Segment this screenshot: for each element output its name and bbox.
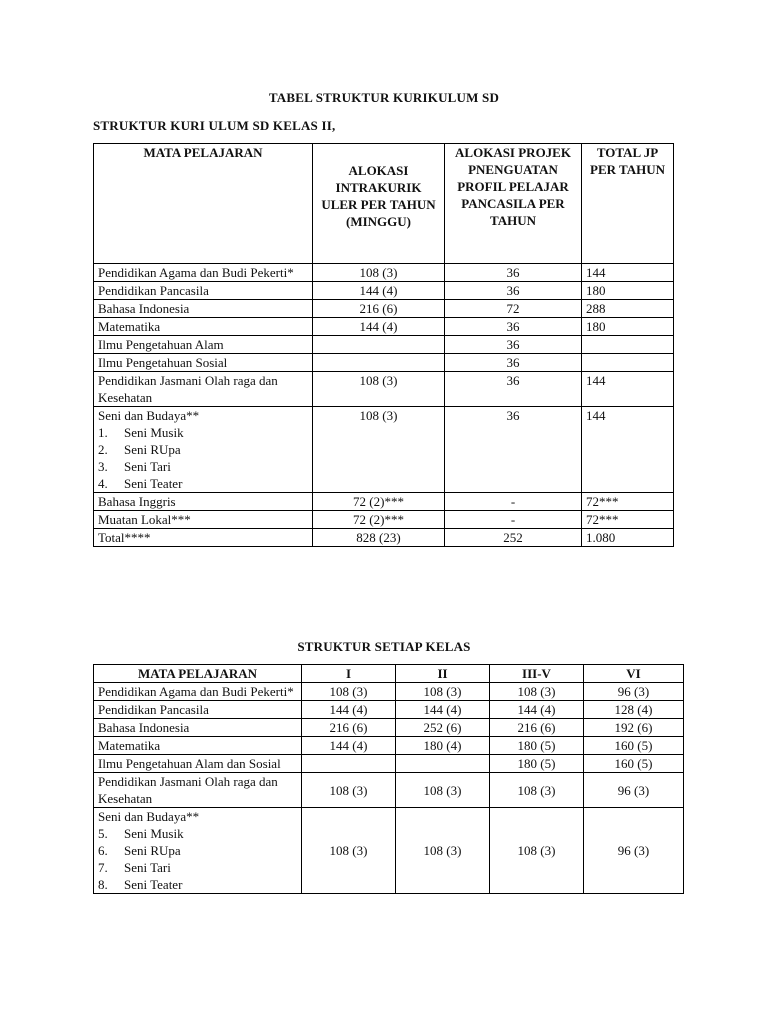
table-row <box>94 701 684 719</box>
table-row <box>94 318 674 336</box>
cell-kelas-value: 144 (4) <box>396 701 490 719</box>
cell-mata-pelajaran <box>94 493 313 511</box>
page-title: TABEL STRUKTUR KURIKULUM SD <box>268 90 500 105</box>
cell-kelas-value: 144 (4) <box>302 701 396 719</box>
cell-kelas-value: 180 (4) <box>396 737 490 755</box>
list-item-number: 6. <box>98 843 108 858</box>
cell-mata-pelajaran <box>94 372 313 407</box>
table2-header-cell: VI <box>584 665 684 683</box>
table-row <box>94 529 674 547</box>
cell-mata-pelajaran <box>94 683 302 701</box>
cell-projek: 36 <box>445 354 582 372</box>
cell-total-jp: 1.080 <box>582 529 674 547</box>
table-row <box>94 336 674 354</box>
mapel-label: Pendidikan Agama dan Budi Pekerti* <box>98 265 294 280</box>
cell-kelas-value: 108 (3) <box>396 683 490 701</box>
cell-projek: 36 <box>445 372 582 407</box>
table2-header-cell: MATA PELAJARAN <box>94 665 302 683</box>
list-item <box>98 475 308 492</box>
cell-intrakurikuler: 216 (6) <box>313 300 445 318</box>
list-item <box>98 859 297 876</box>
cell-projek: - <box>445 511 582 529</box>
cell-intrakurikuler: 144 (4) <box>313 282 445 300</box>
cell-intrakurikuler: 72 (2)*** <box>313 493 445 511</box>
list-item-number: 7. <box>98 860 108 875</box>
mapel-label: Ilmu Pengetahuan Sosial <box>98 355 228 370</box>
list-item <box>98 441 308 458</box>
cell-mata-pelajaran <box>94 264 313 282</box>
list-item <box>98 842 297 859</box>
cell-mata-pelajaran <box>94 737 302 755</box>
cell-kelas-value: 108 (3) <box>396 808 490 894</box>
header-alokasi-projek: ALOKASI PROJEK PNENGUATAN PROFIL PELAJAR PANCASILA PER TAHUN <box>445 144 582 264</box>
cell-projek: 72 <box>445 300 582 318</box>
cell-total-jp: 180 <box>582 282 674 300</box>
cell-mata-pelajaran <box>94 354 313 372</box>
cell-kelas-value: 216 (6) <box>302 719 396 737</box>
list-item-label: Seni Tari <box>124 860 171 875</box>
table1-header-row <box>94 144 674 264</box>
list-item-label: Seni Teater <box>124 877 183 892</box>
list-item-label: Seni RUpa <box>124 442 181 457</box>
cell-total-jp: 72*** <box>582 511 674 529</box>
cell-mata-pelajaran <box>94 701 302 719</box>
mapel-label: Bahasa Inggris <box>98 494 176 509</box>
cell-mata-pelajaran <box>94 529 313 547</box>
table-row <box>94 372 674 407</box>
cell-kelas-value <box>396 755 490 773</box>
cell-total-jp: 180 <box>582 318 674 336</box>
mapel-label: Seni dan Budaya** <box>98 809 200 824</box>
cell-mata-pelajaran <box>94 719 302 737</box>
cell-total-jp: 144 <box>582 372 674 407</box>
table2-header-cell: I <box>302 665 396 683</box>
table-row <box>94 264 674 282</box>
list-item-label: Seni Teater <box>124 476 183 491</box>
list-item-number: 8. <box>98 877 108 892</box>
cell-mata-pelajaran <box>94 282 313 300</box>
cell-kelas-value: 108 (3) <box>302 683 396 701</box>
cell-kelas-value: 216 (6) <box>490 719 584 737</box>
cell-kelas-value: 252 (6) <box>396 719 490 737</box>
list-item-label: Seni RUpa <box>124 843 181 858</box>
cell-intrakurikuler <box>313 354 445 372</box>
cell-kelas-value: 108 (3) <box>396 773 490 808</box>
cell-kelas-value: 144 (4) <box>490 701 584 719</box>
mapel-label: Pendidikan Pancasila <box>98 702 209 717</box>
cell-kelas-value <box>302 755 396 773</box>
cell-mata-pelajaran <box>94 773 302 808</box>
cell-kelas-value: 128 (4) <box>584 701 684 719</box>
mapel-label: Pendidikan Agama dan Budi Pekerti* <box>98 684 294 699</box>
table-row <box>94 300 674 318</box>
table2-body <box>94 665 684 894</box>
mapel-label: Matematika <box>98 738 161 753</box>
cell-mata-pelajaran <box>94 511 313 529</box>
mapel-label: Bahasa Indonesia <box>98 301 190 316</box>
cell-mata-pelajaran <box>94 300 313 318</box>
cell-projek: 36 <box>445 336 582 354</box>
cell-kelas-value: 108 (3) <box>490 683 584 701</box>
cell-kelas-value: 96 (3) <box>584 683 684 701</box>
cell-intrakurikuler: 144 (4) <box>313 318 445 336</box>
cell-projek: 36 <box>445 282 582 300</box>
cell-intrakurikuler: 108 (3) <box>313 264 445 282</box>
section-subtitle: STRUKTUR KURI ULUM SD KELAS II, <box>93 118 336 133</box>
cell-total-jp: 72*** <box>582 493 674 511</box>
cell-kelas-value: 108 (3) <box>302 808 396 894</box>
mapel-label: Pendidikan Jasmani Olah raga dan Kesehatan <box>98 373 278 405</box>
table-row <box>94 282 674 300</box>
cell-projek: 36 <box>445 318 582 336</box>
table2-header-row <box>94 665 684 683</box>
cell-kelas-value: 180 (5) <box>490 737 584 755</box>
cell-kelas-value: 180 (5) <box>490 755 584 773</box>
mapel-label: Ilmu Pengetahuan Alam <box>98 337 224 352</box>
mapel-label: Ilmu Pengetahuan Alam dan Sosial <box>98 756 281 771</box>
cell-mata-pelajaran <box>94 318 313 336</box>
list-item-number: 5. <box>98 826 108 841</box>
list-item <box>98 424 308 441</box>
cell-intrakurikuler: 828 (23) <box>313 529 445 547</box>
list-item-label: Seni Tari <box>124 459 171 474</box>
cell-kelas-value: 160 (5) <box>584 755 684 773</box>
cell-total-jp <box>582 354 674 372</box>
cell-projek: - <box>445 493 582 511</box>
cell-intrakurikuler: 108 (3) <box>313 407 445 493</box>
table-row <box>94 683 684 701</box>
list-item-number: 3. <box>98 459 108 474</box>
curriculum-table-per-class <box>93 664 684 894</box>
cell-intrakurikuler <box>313 336 445 354</box>
list-item-label: Seni Musik <box>124 826 184 841</box>
list-item <box>98 458 308 475</box>
table-row <box>94 773 684 808</box>
cell-projek: 36 <box>445 407 582 493</box>
mapel-label: Seni dan Budaya** <box>98 408 200 423</box>
table-row <box>94 808 684 894</box>
table-row <box>94 407 674 493</box>
mapel-label: Muatan Lokal*** <box>98 512 191 527</box>
list-item-number: 4. <box>98 476 108 491</box>
cell-mata-pelajaran <box>94 808 302 894</box>
cell-total-jp: 144 <box>582 264 674 282</box>
table-row <box>94 755 684 773</box>
cell-total-jp: 144 <box>582 407 674 493</box>
cell-total-jp: 288 <box>582 300 674 318</box>
cell-kelas-value: 96 (3) <box>584 808 684 894</box>
cell-projek: 36 <box>445 264 582 282</box>
list-item-number: 1. <box>98 425 108 440</box>
mapel-label: Pendidikan Pancasila <box>98 283 209 298</box>
cell-kelas-value: 96 (3) <box>584 773 684 808</box>
cell-kelas-value: 160 (5) <box>584 737 684 755</box>
cell-mata-pelajaran <box>94 407 313 493</box>
mapel-label: Bahasa Indonesia <box>98 720 190 735</box>
table-row <box>94 493 674 511</box>
cell-kelas-value: 108 (3) <box>490 773 584 808</box>
cell-mata-pelajaran <box>94 336 313 354</box>
mapel-label: Pendidikan Jasmani Olah raga dan Kesehatan <box>98 774 278 806</box>
header-alokasi-intrakurikuler: ALOKASI INTRAKURIK ULER PER TAHUN (MINGGU) <box>313 144 445 264</box>
cell-total-jp <box>582 336 674 354</box>
list-item <box>98 825 297 842</box>
header-total-jp: TOTAL JP PER TAHUN <box>582 144 674 264</box>
list-item-label: Seni Musik <box>124 425 184 440</box>
table-row <box>94 737 684 755</box>
table1-body <box>94 144 674 547</box>
cell-kelas-value: 108 (3) <box>302 773 396 808</box>
cell-projek: 252 <box>445 529 582 547</box>
cell-kelas-value: 144 (4) <box>302 737 396 755</box>
cell-mata-pelajaran <box>94 755 302 773</box>
mapel-label: Total**** <box>98 530 151 545</box>
header-mata-pelajaran: MATA PELAJARAN <box>94 144 313 264</box>
table2-header-cell: II <box>396 665 490 683</box>
cell-intrakurikuler: 72 (2)*** <box>313 511 445 529</box>
cell-intrakurikuler: 108 (3) <box>313 372 445 407</box>
mapel-label: Matematika <box>98 319 161 334</box>
table-row <box>94 354 674 372</box>
list-item-number: 2. <box>98 442 108 457</box>
table2-header-cell: III-V <box>490 665 584 683</box>
list-item <box>98 876 297 893</box>
table-row <box>94 511 674 529</box>
cell-kelas-value: 108 (3) <box>490 808 584 894</box>
table-row <box>94 719 684 737</box>
cell-kelas-value: 192 (6) <box>584 719 684 737</box>
section2-title: STRUKTUR SETIAP KELAS <box>297 639 471 654</box>
curriculum-table-kelas-ii <box>93 143 674 547</box>
